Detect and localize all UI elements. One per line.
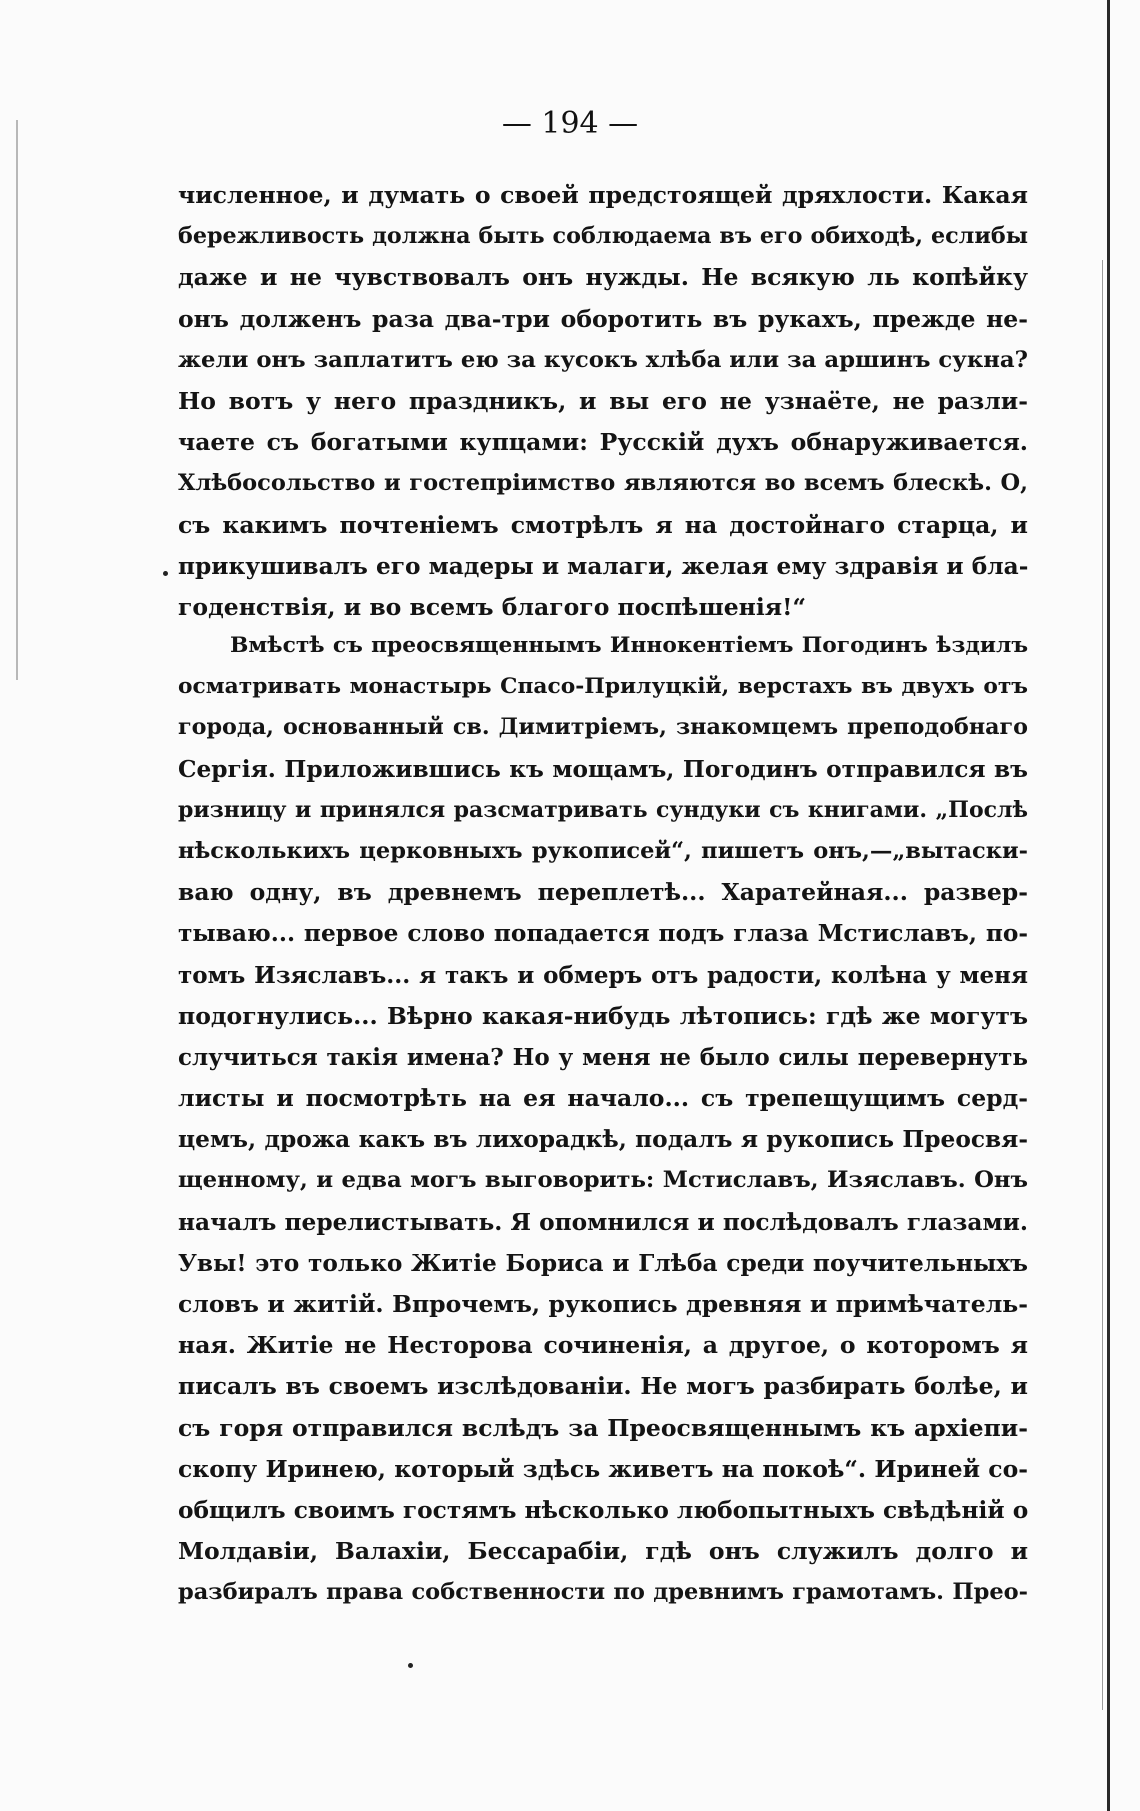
text-line: тываю... первое слово попадается подъ глаза Мстиславъ, по- — [178, 920, 1028, 948]
text-line: случиться такія имена? Но у меня не было силы перевернуть — [178, 1043, 1028, 1071]
text-line: онъ долженъ раза два-три оборотить въ рукахъ, прежде не- — [178, 304, 1028, 333]
scan-margin-mark — [16, 120, 18, 680]
text-line: разбиралъ права собственности по древнимъ грамотамъ. Прео- — [178, 1579, 1028, 1606]
text-line: Хлѣбосольство и гостепріимство являются во всемъ блескѣ. О, — [178, 470, 1028, 497]
paragraph-1 — [178, 175, 1028, 628]
text-line: началъ перелистывать. Я опомнился и послѣдовалъ глазами. — [178, 1208, 1028, 1236]
text-line: ризницу и принялся разсматривать сундуки съ книгами. „Послѣ — [178, 796, 1028, 823]
text-line: щенному, и едва могъ выговорить: Мстиславъ, Изяславъ. Онъ — [178, 1167, 1028, 1194]
text-line: города, основанный св. Димитріемъ, знакомцемъ преподобнаго — [178, 714, 1028, 741]
page-number: — 194 — — [501, 106, 639, 141]
text-line: подогнулись... Вѣрно какая-нибудь лѣтопись: гдѣ же могутъ — [178, 1001, 1028, 1030]
text-line: даже и не чувствовалъ онъ нужды. Не всякую ль копѣйку — [178, 263, 1028, 292]
text-line: съ горя отправился вслѣдъ за Преосвященнымъ къ архіепи- — [178, 1413, 1028, 1442]
text-line: жели онъ заплатитъ ею за кусокъ хлѣба или за аршинъ сукна? — [178, 346, 1028, 373]
paragraph-2 — [178, 625, 1028, 1614]
text-line: бережливость должна быть соблюдаема въ его обиходѣ, еслибы — [178, 223, 1028, 250]
text-line: листы и посмотрѣть на ея начало... съ трепещущимъ серд- — [178, 1084, 1028, 1113]
text-line: Но вотъ у него праздникъ, и вы его не узнаёте, не разли- — [178, 386, 1028, 415]
text-line: Сергія. Приложившись къ мощамъ, Погодинъ отправился въ — [178, 755, 1028, 783]
page-edge — [1107, 0, 1110, 1811]
text-line: скопу Иринею, который здѣсь живетъ на покоѣ“. Ириней со- — [178, 1454, 1028, 1483]
text-line: общилъ своимъ гостямъ нѣсколько любопытныхъ свѣдѣній о — [178, 1496, 1029, 1524]
text-line: съ какимъ почтеніемъ смотрѣлъ я на достойнаго старца, и — [178, 510, 1028, 539]
stray-dot — [408, 1663, 413, 1668]
text-line: томъ Изяславъ... я такъ и обмеръ отъ радости, колѣна у меня — [178, 961, 1028, 989]
text-line: цемъ, дрожа какъ въ лихорадкѣ, подалъ я рукопись Преосвя- — [178, 1126, 1028, 1154]
text-line: осматривать монастырь Спасо-Прилуцкій, верстахъ въ двухъ отъ — [178, 674, 1028, 700]
text-line: прикушивалъ его мадеры и малаги, желая ему здравія и бла- — [178, 552, 1029, 580]
text-line: чаете съ богатыми купцами: Русскій духъ обнаруживается. — [178, 428, 1028, 457]
page-edge-shadow — [1102, 260, 1103, 1710]
text-line: ная. Житіе не Несторова сочиненія, а другое, о которомъ я — [178, 1331, 1028, 1360]
text-line: ваю одну, въ древнемъ переплетѣ... Харатейная... развер- — [178, 878, 1028, 907]
text-line: писалъ въ своемъ изслѣдованіи. Не могъ разбирать болѣе, и — [178, 1372, 1028, 1401]
stray-dot — [163, 571, 168, 576]
text-line: Увы! это только Житіе Бориса и Глѣба среди поучительныхъ — [178, 1249, 1028, 1277]
text-line: словъ и житій. Впрочемъ, рукопись древняя и примѣчатель- — [178, 1290, 1028, 1318]
text-line: нѣсколькихъ церковныхъ рукописей“, пишетъ онъ,—„вытаски- — [178, 837, 1028, 864]
text-line: Молдавіи, Валахіи, Бессарабіи, гдѣ онъ служилъ долго и — [178, 1537, 1028, 1566]
text-line: годенствія, и во всемъ благого поспѣшенія!“ — [178, 592, 806, 621]
text-line: численное, и думать о своей предстоящей дряхлости. Какая — [178, 181, 1028, 209]
text-line: Вмѣстѣ съ преосвященнымъ Иннокентіемъ Погодинъ ѣздилъ — [230, 633, 1028, 658]
